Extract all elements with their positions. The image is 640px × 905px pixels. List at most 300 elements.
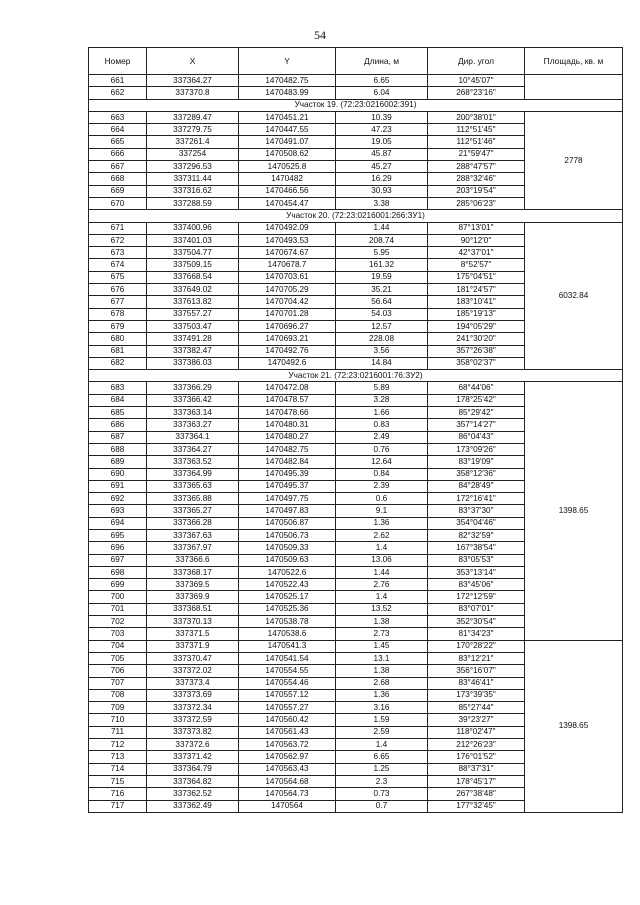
bearing-cell: 39°23'27" — [428, 714, 525, 726]
x-coordinate-cell: 337364.79 — [147, 763, 239, 775]
area-cell — [525, 75, 623, 100]
y-coordinate-cell: 1470560.42 — [239, 714, 336, 726]
x-coordinate-cell: 337365.88 — [147, 493, 239, 505]
y-coordinate-cell: 1470564.68 — [239, 775, 336, 787]
header-bearing: Дир. угол — [428, 48, 525, 75]
point-number-cell: 696 — [89, 542, 147, 554]
length-cell: 54.03 — [336, 308, 428, 320]
y-coordinate-cell: 1470483.99 — [239, 87, 336, 99]
y-coordinate-cell: 1470557.27 — [239, 702, 336, 714]
x-coordinate-cell: 337370.47 — [147, 652, 239, 664]
bearing-cell: 176°01'52" — [428, 751, 525, 763]
page-number: 54 — [314, 28, 326, 42]
length-cell: 1.44 — [336, 566, 428, 578]
y-coordinate-cell: 1470451.21 — [239, 111, 336, 123]
bearing-cell: 83°07'01" — [428, 603, 525, 615]
bearing-cell: 354°04'46" — [428, 517, 525, 529]
y-coordinate-cell: 1470522.6 — [239, 566, 336, 578]
length-cell: 19.59 — [336, 271, 428, 283]
point-number-cell: 716 — [89, 788, 147, 800]
point-number-cell: 684 — [89, 394, 147, 406]
bearing-cell: 357°26'38" — [428, 345, 525, 357]
length-cell: 14.84 — [336, 357, 428, 369]
y-coordinate-cell: 1470563.72 — [239, 739, 336, 751]
x-coordinate-cell: 337362.49 — [147, 800, 239, 812]
y-coordinate-cell: 1470705.29 — [239, 284, 336, 296]
bearing-cell: 87°13'01" — [428, 222, 525, 234]
x-coordinate-cell: 337368.51 — [147, 603, 239, 615]
y-coordinate-cell: 1470701.28 — [239, 308, 336, 320]
x-coordinate-cell: 337371.42 — [147, 751, 239, 763]
y-coordinate-cell: 1470525.8 — [239, 161, 336, 173]
x-coordinate-cell: 337373.4 — [147, 677, 239, 689]
point-number-cell: 683 — [89, 382, 147, 394]
x-coordinate-cell: 337369.5 — [147, 579, 239, 591]
point-number-cell: 663 — [89, 111, 147, 123]
y-coordinate-cell: 1470495.37 — [239, 480, 336, 492]
y-coordinate-cell: 1470492.09 — [239, 222, 336, 234]
bearing-cell: 203°19'54" — [428, 185, 525, 197]
x-coordinate-cell: 337364.1 — [147, 431, 239, 443]
bearing-cell: 173°39'35" — [428, 689, 525, 701]
point-number-cell: 689 — [89, 456, 147, 468]
x-coordinate-cell: 337372.59 — [147, 714, 239, 726]
point-number-cell: 671 — [89, 222, 147, 234]
point-number-cell: 690 — [89, 468, 147, 480]
y-coordinate-cell: 1470508.62 — [239, 148, 336, 160]
length-cell: 2.73 — [336, 628, 428, 640]
y-coordinate-cell: 1470704.42 — [239, 296, 336, 308]
y-coordinate-cell: 1470538.78 — [239, 616, 336, 628]
length-cell: 13.06 — [336, 554, 428, 566]
y-coordinate-cell: 1470497.83 — [239, 505, 336, 517]
x-coordinate-cell: 337400.96 — [147, 222, 239, 234]
point-number-cell: 697 — [89, 554, 147, 566]
point-number-cell: 691 — [89, 480, 147, 492]
y-coordinate-cell: 1470506.87 — [239, 517, 336, 529]
length-cell: 3.28 — [336, 394, 428, 406]
point-number-cell: 715 — [89, 775, 147, 787]
point-number-cell: 677 — [89, 296, 147, 308]
y-coordinate-cell: 1470480.31 — [239, 419, 336, 431]
length-cell: 0.84 — [336, 468, 428, 480]
x-coordinate-cell: 337365.63 — [147, 480, 239, 492]
point-number-cell: 714 — [89, 763, 147, 775]
section-title-row — [89, 99, 623, 111]
y-coordinate-cell: 1470538.6 — [239, 628, 336, 640]
bearing-cell: 82°32'59" — [428, 529, 525, 541]
point-number-cell: 713 — [89, 751, 147, 763]
point-number-cell: 707 — [89, 677, 147, 689]
bearing-cell: 268°23'16" — [428, 87, 525, 99]
x-coordinate-cell: 337367.97 — [147, 542, 239, 554]
length-cell: 16.29 — [336, 173, 428, 185]
y-coordinate-cell: 1470541.54 — [239, 652, 336, 664]
section-title-row — [89, 370, 623, 382]
length-cell: 45.27 — [336, 161, 428, 173]
bearing-cell: 241°30'20" — [428, 333, 525, 345]
point-number-cell: 686 — [89, 419, 147, 431]
table-row — [89, 75, 623, 87]
length-cell: 1.25 — [336, 763, 428, 775]
y-coordinate-cell: 1470563.43 — [239, 763, 336, 775]
y-coordinate-cell: 1470506.73 — [239, 529, 336, 541]
x-coordinate-cell: 337363.52 — [147, 456, 239, 468]
bearing-cell: 353°13'14" — [428, 566, 525, 578]
bearing-cell: 288°47'57" — [428, 161, 525, 173]
point-number-cell: 670 — [89, 197, 147, 209]
point-number-cell: 675 — [89, 271, 147, 283]
point-number-cell: 687 — [89, 431, 147, 443]
length-cell: 161.32 — [336, 259, 428, 271]
y-coordinate-cell: 1470525.17 — [239, 591, 336, 603]
point-number-cell: 711 — [89, 726, 147, 738]
length-cell: 2.3 — [336, 775, 428, 787]
point-number-cell: 681 — [89, 345, 147, 357]
length-cell: 1.59 — [336, 714, 428, 726]
bearing-cell: 84°28'49" — [428, 480, 525, 492]
header-area: Площадь, кв. м — [525, 48, 623, 75]
x-coordinate-cell: 337364.27 — [147, 443, 239, 455]
point-number-cell: 703 — [89, 628, 147, 640]
x-coordinate-cell: 337364.27 — [147, 75, 239, 87]
length-cell: 6.65 — [336, 751, 428, 763]
length-cell: 3.16 — [336, 702, 428, 714]
x-coordinate-cell: 337288.59 — [147, 197, 239, 209]
point-number-cell: 704 — [89, 640, 147, 652]
point-number-cell: 709 — [89, 702, 147, 714]
y-coordinate-cell: 1470495.39 — [239, 468, 336, 480]
point-number-cell: 680 — [89, 333, 147, 345]
bearing-cell: 178°25'42" — [428, 394, 525, 406]
length-cell: 1.44 — [336, 222, 428, 234]
bearing-cell: 285°06'23" — [428, 197, 525, 209]
bearing-cell: 21°59'47" — [428, 148, 525, 160]
header-length: Длина, м — [336, 48, 428, 75]
x-coordinate-cell: 337368.17 — [147, 566, 239, 578]
length-cell: 1.38 — [336, 665, 428, 677]
y-coordinate-cell: 1470541.3 — [239, 640, 336, 652]
point-number-cell: 712 — [89, 739, 147, 751]
length-cell: 6.65 — [336, 75, 428, 87]
length-cell: 208.74 — [336, 234, 428, 246]
bearing-cell: 83°45'06" — [428, 579, 525, 591]
area-cell: 1398.65 — [525, 640, 623, 812]
point-number-cell: 679 — [89, 320, 147, 332]
y-coordinate-cell: 1470696.27 — [239, 320, 336, 332]
section-title: Участок 20. (72:23:0216001:266:ЗУ1) — [89, 210, 623, 222]
x-coordinate-cell: 337365.27 — [147, 505, 239, 517]
length-cell: 2.68 — [336, 677, 428, 689]
y-coordinate-cell: 1470564 — [239, 800, 336, 812]
x-coordinate-cell: 337401.03 — [147, 234, 239, 246]
bearing-cell: 83°19'09" — [428, 456, 525, 468]
y-coordinate-cell: 1470478.57 — [239, 394, 336, 406]
point-number-cell: 698 — [89, 566, 147, 578]
point-number-cell: 662 — [89, 87, 147, 99]
section-title: Участок 21. (72:23:0216001:76:ЗУ2) — [89, 370, 623, 382]
bearing-cell: 83°05'53" — [428, 554, 525, 566]
length-cell: 3.38 — [336, 197, 428, 209]
y-coordinate-cell: 1470561.43 — [239, 726, 336, 738]
bearing-cell: 178°45'17" — [428, 775, 525, 787]
bearing-cell: 85°27'44" — [428, 702, 525, 714]
x-coordinate-cell: 337373.82 — [147, 726, 239, 738]
bearing-cell: 185°19'13" — [428, 308, 525, 320]
x-coordinate-cell: 337289.47 — [147, 111, 239, 123]
length-cell: 6.04 — [336, 87, 428, 99]
x-coordinate-cell: 337363.14 — [147, 407, 239, 419]
bearing-cell: 88°37'31" — [428, 763, 525, 775]
length-cell: 45.87 — [336, 148, 428, 160]
x-coordinate-cell: 337363.27 — [147, 419, 239, 431]
bearing-cell: 200°38'01" — [428, 111, 525, 123]
x-coordinate-cell: 337311.44 — [147, 173, 239, 185]
bearing-cell: 175°04'51" — [428, 271, 525, 283]
y-coordinate-cell: 1470482 — [239, 173, 336, 185]
length-cell: 30.93 — [336, 185, 428, 197]
x-coordinate-cell: 337504.77 — [147, 247, 239, 259]
length-cell: 0.73 — [336, 788, 428, 800]
bearing-cell: 172°16'41" — [428, 493, 525, 505]
length-cell: 0.83 — [336, 419, 428, 431]
length-cell: 13.1 — [336, 652, 428, 664]
point-number-cell: 666 — [89, 148, 147, 160]
bearing-cell: 352°30'54" — [428, 616, 525, 628]
point-number-cell: 705 — [89, 652, 147, 664]
point-number-cell: 708 — [89, 689, 147, 701]
point-number-cell: 688 — [89, 443, 147, 455]
bearing-cell: 8°52'57" — [428, 259, 525, 271]
section-title-row — [89, 210, 623, 222]
y-coordinate-cell: 1470522.43 — [239, 579, 336, 591]
length-cell: 1.4 — [336, 542, 428, 554]
point-number-cell: 694 — [89, 517, 147, 529]
x-coordinate-cell: 337254 — [147, 148, 239, 160]
length-cell: 228.08 — [336, 333, 428, 345]
table-body — [89, 75, 623, 813]
y-coordinate-cell: 1470509.33 — [239, 542, 336, 554]
x-coordinate-cell: 337366.42 — [147, 394, 239, 406]
length-cell: 5.95 — [336, 247, 428, 259]
bearing-cell: 118°02'47" — [428, 726, 525, 738]
length-cell: 10.39 — [336, 111, 428, 123]
y-coordinate-cell: 1470482.84 — [239, 456, 336, 468]
x-coordinate-cell: 337373.69 — [147, 689, 239, 701]
length-cell: 2.76 — [336, 579, 428, 591]
length-cell: 1.4 — [336, 591, 428, 603]
length-cell: 3.56 — [336, 345, 428, 357]
bearing-cell: 212°26'23" — [428, 739, 525, 751]
length-cell: 1.45 — [336, 640, 428, 652]
point-number-cell: 669 — [89, 185, 147, 197]
length-cell: 1.36 — [336, 517, 428, 529]
y-coordinate-cell: 1470480.27 — [239, 431, 336, 443]
y-coordinate-cell: 1470554.55 — [239, 665, 336, 677]
coordinates-table — [88, 47, 623, 813]
length-cell: 2.62 — [336, 529, 428, 541]
point-number-cell: 667 — [89, 161, 147, 173]
bearing-cell: 267°38'48" — [428, 788, 525, 800]
bearing-cell: 90°12'0" — [428, 234, 525, 246]
point-number-cell: 710 — [89, 714, 147, 726]
table-row — [89, 222, 623, 234]
bearing-cell: 288°32'46" — [428, 173, 525, 185]
y-coordinate-cell: 1470562.97 — [239, 751, 336, 763]
point-number-cell: 676 — [89, 284, 147, 296]
bearing-cell: 167°38'54" — [428, 542, 525, 554]
length-cell: 2.39 — [336, 480, 428, 492]
point-number-cell: 695 — [89, 529, 147, 541]
x-coordinate-cell: 337613.82 — [147, 296, 239, 308]
area-cell: 1398.65 — [525, 382, 623, 640]
point-number-cell: 693 — [89, 505, 147, 517]
bearing-cell: 358°12'36" — [428, 468, 525, 480]
y-coordinate-cell: 1470497.75 — [239, 493, 336, 505]
x-coordinate-cell: 337491.28 — [147, 333, 239, 345]
y-coordinate-cell: 1470482.75 — [239, 75, 336, 87]
x-coordinate-cell: 337316.62 — [147, 185, 239, 197]
length-cell: 12.64 — [336, 456, 428, 468]
table-row — [89, 111, 623, 123]
x-coordinate-cell: 337371.5 — [147, 628, 239, 640]
y-coordinate-cell: 1470492.76 — [239, 345, 336, 357]
x-coordinate-cell: 337296.53 — [147, 161, 239, 173]
x-coordinate-cell: 337557.27 — [147, 308, 239, 320]
bearing-cell: 177°32'45" — [428, 800, 525, 812]
bearing-cell: 112°51'46" — [428, 136, 525, 148]
bearing-cell: 170°28'22" — [428, 640, 525, 652]
x-coordinate-cell: 337261.4 — [147, 136, 239, 148]
point-number-cell: 661 — [89, 75, 147, 87]
length-cell: 1.66 — [336, 407, 428, 419]
x-coordinate-cell: 337370.8 — [147, 87, 239, 99]
y-coordinate-cell: 1470674.67 — [239, 247, 336, 259]
bearing-cell: 183°10'41" — [428, 296, 525, 308]
x-coordinate-cell: 337503.47 — [147, 320, 239, 332]
point-number-cell: 672 — [89, 234, 147, 246]
bearing-cell: 83°46'41" — [428, 677, 525, 689]
x-coordinate-cell: 337372.02 — [147, 665, 239, 677]
point-number-cell: 668 — [89, 173, 147, 185]
x-coordinate-cell: 337364.99 — [147, 468, 239, 480]
y-coordinate-cell: 1470493.53 — [239, 234, 336, 246]
point-number-cell: 682 — [89, 357, 147, 369]
y-coordinate-cell: 1470525.36 — [239, 603, 336, 615]
bearing-cell: 86°04'43" — [428, 431, 525, 443]
point-number-cell: 701 — [89, 603, 147, 615]
x-coordinate-cell: 337372.6 — [147, 739, 239, 751]
x-coordinate-cell: 337382.47 — [147, 345, 239, 357]
bearing-cell: 173°09'26" — [428, 443, 525, 455]
y-coordinate-cell: 1470482.75 — [239, 443, 336, 455]
point-number-cell: 717 — [89, 800, 147, 812]
y-coordinate-cell: 1470509.63 — [239, 554, 336, 566]
bearing-cell: 357°14'27" — [428, 419, 525, 431]
length-cell: 0.76 — [336, 443, 428, 455]
y-coordinate-cell: 1470478.66 — [239, 407, 336, 419]
bearing-cell: 194°05'29" — [428, 320, 525, 332]
section-title: Участок 19. (72:23:0216002:391) — [89, 99, 623, 111]
x-coordinate-cell: 337371.9 — [147, 640, 239, 652]
length-cell: 0.6 — [336, 493, 428, 505]
bearing-cell: 356°16'07" — [428, 665, 525, 677]
length-cell: 0.7 — [336, 800, 428, 812]
bearing-cell: 358°02'37" — [428, 357, 525, 369]
table-header-row — [89, 48, 623, 75]
y-coordinate-cell: 1470454.47 — [239, 197, 336, 209]
length-cell: 19.05 — [336, 136, 428, 148]
y-coordinate-cell: 1470703.61 — [239, 271, 336, 283]
x-coordinate-cell: 337362.52 — [147, 788, 239, 800]
x-coordinate-cell: 337668.54 — [147, 271, 239, 283]
bearing-cell: 181°24'57" — [428, 284, 525, 296]
area-cell: 2778 — [525, 111, 623, 209]
x-coordinate-cell: 337364.82 — [147, 775, 239, 787]
point-number-cell: 664 — [89, 124, 147, 136]
length-cell: 2.59 — [336, 726, 428, 738]
point-number-cell: 674 — [89, 259, 147, 271]
table-row — [89, 640, 623, 652]
point-number-cell: 699 — [89, 579, 147, 591]
length-cell: 13.52 — [336, 603, 428, 615]
length-cell: 1.36 — [336, 689, 428, 701]
length-cell: 2.49 — [336, 431, 428, 443]
point-number-cell: 678 — [89, 308, 147, 320]
x-coordinate-cell: 337279.75 — [147, 124, 239, 136]
point-number-cell: 673 — [89, 247, 147, 259]
point-number-cell: 685 — [89, 407, 147, 419]
point-number-cell: 692 — [89, 493, 147, 505]
point-number-cell: 702 — [89, 616, 147, 628]
x-coordinate-cell: 337509.15 — [147, 259, 239, 271]
bearing-cell: 83°12'21" — [428, 652, 525, 664]
length-cell: 1.38 — [336, 616, 428, 628]
bearing-cell: 112°51'45" — [428, 124, 525, 136]
x-coordinate-cell: 337372.34 — [147, 702, 239, 714]
length-cell: 5.89 — [336, 382, 428, 394]
y-coordinate-cell: 1470447.55 — [239, 124, 336, 136]
point-number-cell: 665 — [89, 136, 147, 148]
y-coordinate-cell: 1470472.08 — [239, 382, 336, 394]
bearing-cell: 68°44'06" — [428, 382, 525, 394]
table-row — [89, 382, 623, 394]
x-coordinate-cell: 337649.02 — [147, 284, 239, 296]
length-cell: 9.1 — [336, 505, 428, 517]
y-coordinate-cell: 1470466.56 — [239, 185, 336, 197]
header-x: X — [147, 48, 239, 75]
x-coordinate-cell: 337366.6 — [147, 554, 239, 566]
y-coordinate-cell: 1470557.12 — [239, 689, 336, 701]
point-number-cell: 706 — [89, 665, 147, 677]
length-cell: 1.4 — [336, 739, 428, 751]
x-coordinate-cell: 337366.29 — [147, 382, 239, 394]
bearing-cell: 83°37'30" — [428, 505, 525, 517]
point-number-cell: 700 — [89, 591, 147, 603]
x-coordinate-cell: 337367.63 — [147, 529, 239, 541]
x-coordinate-cell: 337369.9 — [147, 591, 239, 603]
y-coordinate-cell: 1470491.07 — [239, 136, 336, 148]
y-coordinate-cell: 1470564.73 — [239, 788, 336, 800]
x-coordinate-cell: 337386.03 — [147, 357, 239, 369]
bearing-cell: 42°37'01" — [428, 247, 525, 259]
bearing-cell: 172°12'59" — [428, 591, 525, 603]
length-cell: 47.23 — [336, 124, 428, 136]
y-coordinate-cell: 1470678.7 — [239, 259, 336, 271]
length-cell: 35.21 — [336, 284, 428, 296]
x-coordinate-cell: 337370.13 — [147, 616, 239, 628]
header-y: Y — [239, 48, 336, 75]
